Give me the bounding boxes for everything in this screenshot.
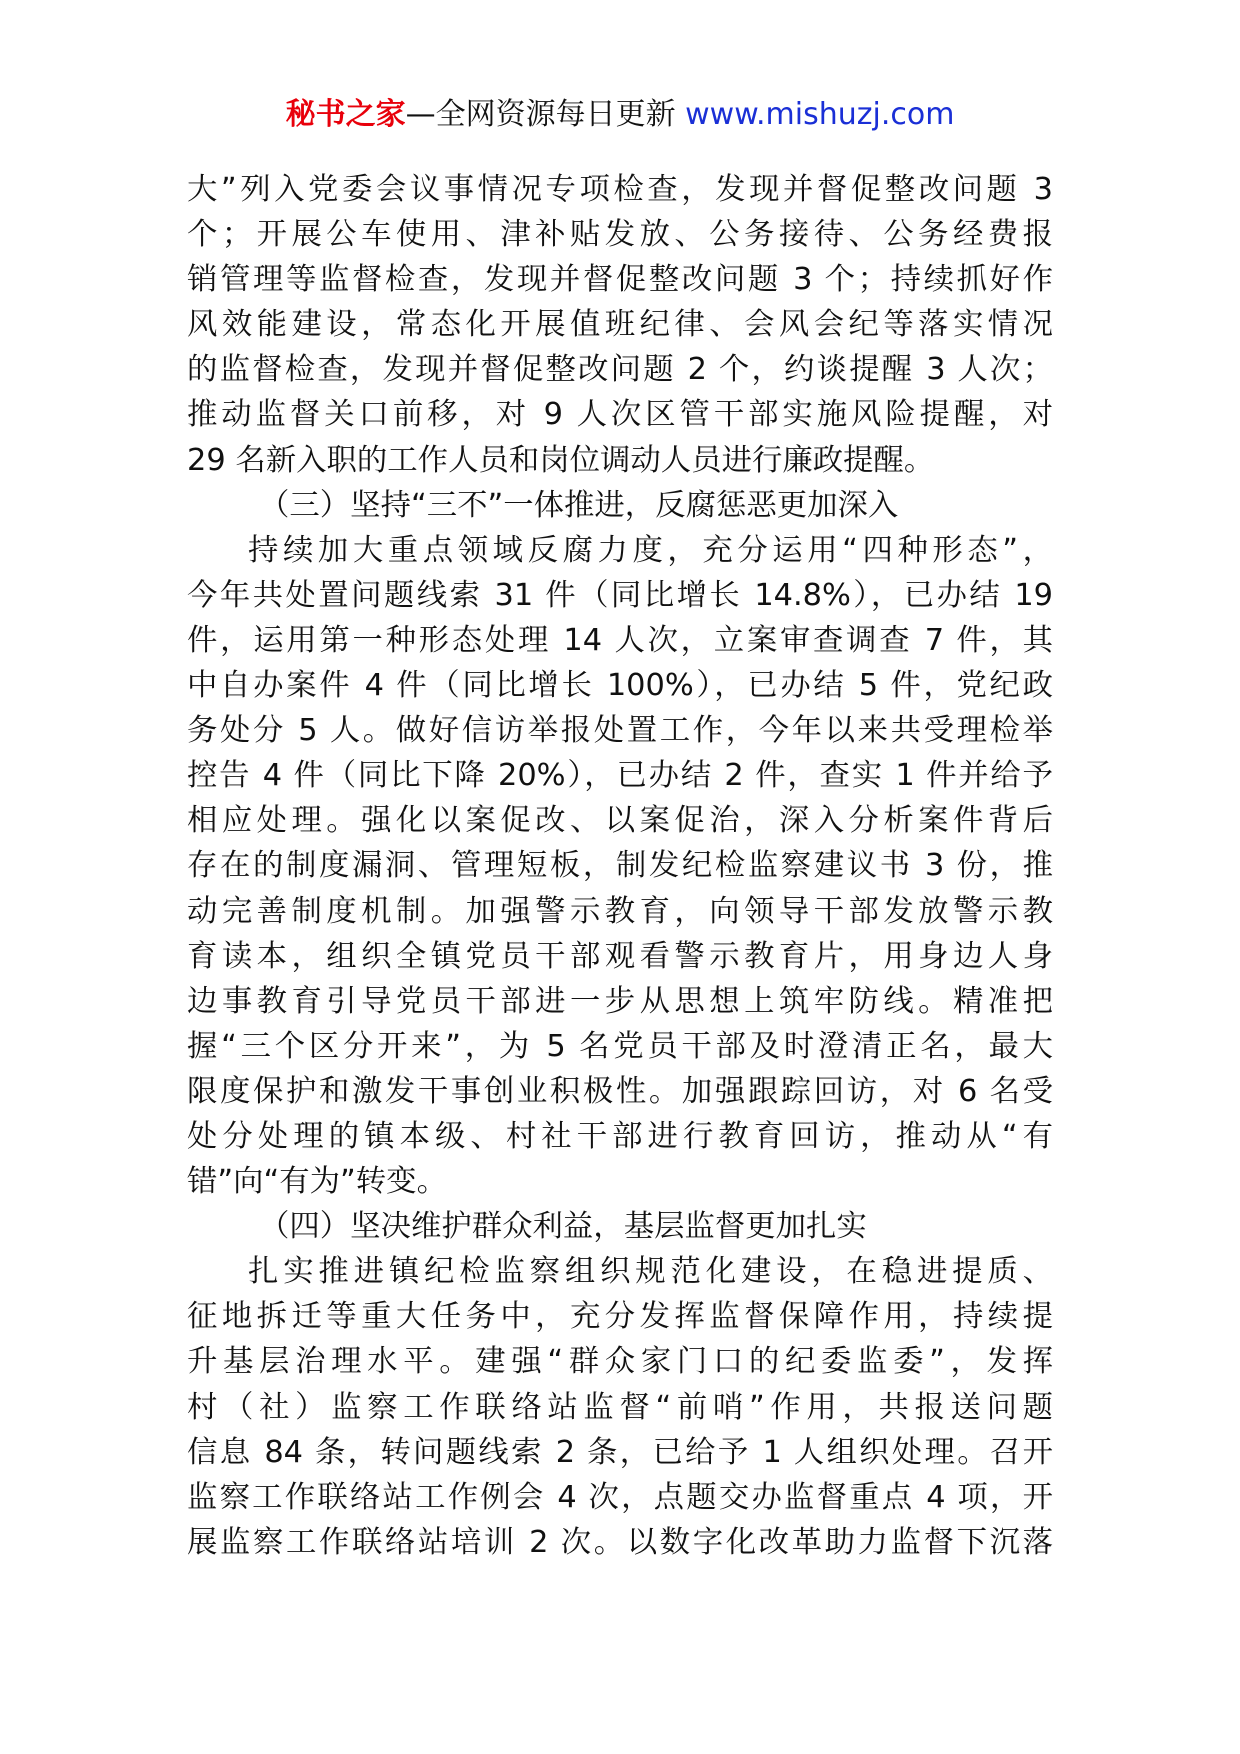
- text-line: 个；开展公车使用、津补贴发放、公务接待、公务经费报: [187, 217, 1053, 253]
- text-line: 边事教育引导党员干部进一步从思想上筑牢防线。精准把: [187, 983, 1053, 1019]
- text-line: 务处分 5 人。做好信访举报处置工作，今年以来共受理检举: [187, 713, 1053, 749]
- text-line: 存在的制度漏洞、管理短板，制发纪检监察建议书 3 份，推: [187, 848, 1053, 884]
- paragraph-first-line: 持续加大重点领域反腐力度，充分运用“四种形态”，: [248, 532, 1053, 568]
- section-heading: （三）坚持“三不”一体推进，反腐惩恶更加深入: [259, 487, 899, 523]
- text-line: 村（社）监察工作联络站监督“前哨”作用，共报送问题: [187, 1389, 1053, 1425]
- text-line: 相应处理。强化以案促改、以案促治，深入分析案件背后: [187, 803, 1053, 839]
- text-line: 征地拆迁等重大任务中，充分发挥监督保障作用，持续提: [187, 1299, 1053, 1335]
- site-url-link[interactable]: www.mishuzj.com: [685, 97, 955, 132]
- text-line: 育读本，组织全镇党员干部观看警示教育片，用身边人身: [187, 938, 1053, 974]
- text-line: 信息 84 条，转问题线索 2 条，已给予 1 人组织处理。召开: [187, 1434, 1053, 1470]
- site-brand: 秘书之家: [285, 97, 406, 132]
- text-line: 件，运用第一种形态处理 14 人次，立案审查调查 7 件，其: [187, 622, 1053, 658]
- text-line: 限度保护和激发干事创业积极性。加强跟踪回访，对 6 名受: [187, 1073, 1053, 1109]
- text-line: 处分处理的镇本级、村社干部进行教育回访，推动从“有: [187, 1118, 1053, 1154]
- text-line: 升基层治理水平。建强“群众家门口的纪委监委”，发挥: [187, 1344, 1053, 1380]
- text-line: 监察工作联络站工作例会 4 次，点题交办监督重点 4 项，开: [187, 1479, 1053, 1515]
- text-line: 展监察工作联络站培训 2 次。以数字化改革助力监督下沉落: [187, 1524, 1053, 1560]
- site-tagline: —全网资源每日更新: [405, 97, 686, 132]
- paragraph-first-line: 扎实推进镇纪检监察组织规范化建设，在稳进提质、: [248, 1254, 1053, 1290]
- text-line: 中自办案件 4 件（同比增长 100%），已办结 5 件，党纪政: [187, 668, 1053, 704]
- text-line: 动完善制度机制。加强警示教育，向领导干部发放警示教: [187, 893, 1053, 929]
- site-header: [0, 95, 1240, 135]
- text-line: 推动监督关口前移，对 9 人次区管干部实施风险提醒，对: [187, 397, 1053, 433]
- text-line: 握“三个区分开来”，为 5 名党员干部及时澄清正名，最大: [187, 1028, 1053, 1064]
- document-body: [187, 167, 1053, 1565]
- text-line: 大”列入党委会议事情况专项检查，发现并督促整改问题 3: [187, 172, 1053, 207]
- text-line: 29 名新入职的工作人员和岗位调动人员进行廉政提醒。: [187, 442, 935, 478]
- text-line: 控告 4 件（同比下降 20%），已办结 2 件，查实 1 件并给予: [187, 758, 1053, 794]
- text-line: 的监督检查，发现并督促整改问题 2 个，约谈提醒 3 人次；: [187, 352, 1053, 388]
- section-heading: （四）坚决维护群众利益，基层监督更加扎实: [259, 1209, 867, 1245]
- text-line: 销管理等监督检查，发现并督促整改问题 3 个；持续抓好作: [187, 262, 1053, 298]
- text-line: 风效能建设，常态化开展值班纪律、会风会纪等落实情况: [187, 307, 1053, 343]
- text-line: 错”向“有为”转变。: [187, 1164, 447, 1200]
- text-line: 今年共处置问题线索 31 件（同比增长 14.8%），已办结 19: [187, 577, 1053, 613]
